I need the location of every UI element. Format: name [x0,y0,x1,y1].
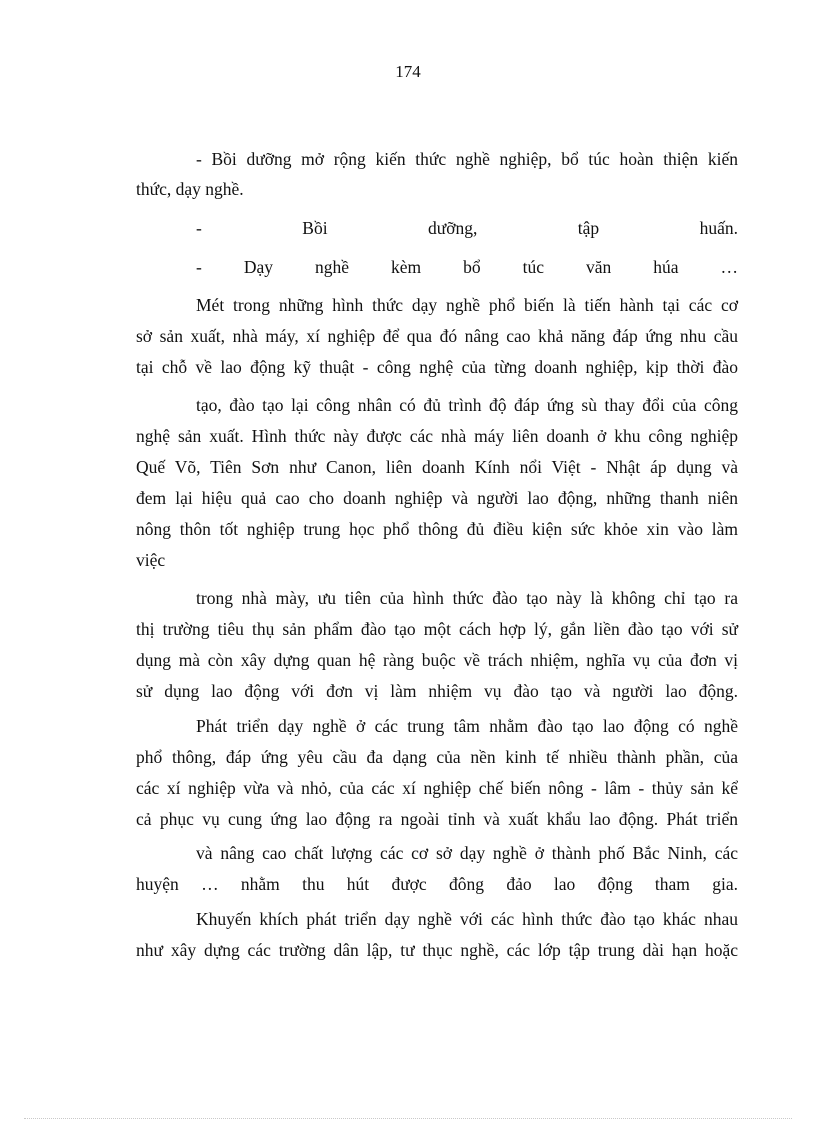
page-number: 174 [395,62,421,81]
text-line: dụng mà còn xây dựng quan hệ ràng buộc về trách nhiệm, nghĩa vụ của đơn vị [136,650,738,670]
text-line: Phát triển dạy nghề ở các trung tâm nhằm đào tạo lao động có nghề [196,716,738,736]
text-line: phổ thông, đáp ứng yêu cầu đa dạng của nền kinh tế nhiều thành phần, của [136,747,738,767]
text-line: như xây dựng các trường dân lập, tư thục nghề, các lớp tập trung dài hạn hoặc [136,940,738,960]
text-line: nông thôn tốt nghiệp trung học phổ thông đủ điều kiện sức khỏe xin vào làm [136,519,738,539]
text-line: nghệ sản xuất. Hình thức này được các nhà máy liên doanh ở khu công nghiệp [136,426,738,446]
text-line: - Bồi dưỡng mở rộng kiến thức nghề nghiệp, bổ túc hoàn thiện kiến [196,149,738,169]
text-line: sử dụng lao động với đơn vị làm nhiệm vụ đào tạo và người lao động. [136,681,738,701]
text-line: và nâng cao chất lượng các cơ sở dạy nghề ở thành phố Bắc Ninh, các [196,843,738,863]
text-line: - Dạy nghề kèm bổ túc văn húa … [196,257,738,277]
text-line: thức, dạy nghề. [136,179,244,199]
text-line: Mét trong những hình thức dạy nghề phổ biến là tiến hành tại các cơ [196,295,738,315]
text-line: tại chỗ về lao động kỹ thuật - công nghệ của từng doanh nghiệp, kịp thời đào [136,357,738,377]
text-line: sở sản xuất, nhà máy, xí nghiệp để qua đó nâng cao khả năng đáp ứng nhu cầu [136,326,738,346]
page-bottom-rule [24,1118,792,1119]
text-line: các xí nghiệp vừa và nhỏ, của các xí nghiệp chế biến nông - lâm - thủy sản kể [136,778,738,798]
text-line: trong nhà mày, ưu tiên của hình thức đào tạo này là không chỉ tạo ra [196,588,738,608]
text-line: Quế Võ, Tiên Sơn như Canon, liên doanh Kính nổi Việt - Nhật áp dụng và [136,457,738,477]
text-line: cả phục vụ cung ứng lao động ra ngoài tỉnh và xuất khẩu lao động. Phát triển [136,809,738,829]
text-line: đem lại hiệu quả cao cho doanh nghiệp và người lao động, những thanh niên [136,488,738,508]
text-line: Khuyến khích phát triển dạy nghề với các hình thức đào tạo khác nhau [196,909,738,929]
text-line: huyện … nhằm thu hút được đông đảo lao động tham gia. [136,874,738,894]
text-line: thị trường tiêu thụ sản phẩm đào tạo một cách hợp lý, gắn liền đào tạo với sử [136,619,738,639]
text-line: - Bồi dưỡng, tập huấn. [196,218,738,238]
text-line: tạo, đào tạo lại công nhân có đủ trình độ đáp ứng sù thay đổi của công [196,395,738,415]
text-line: việc [136,550,166,570]
